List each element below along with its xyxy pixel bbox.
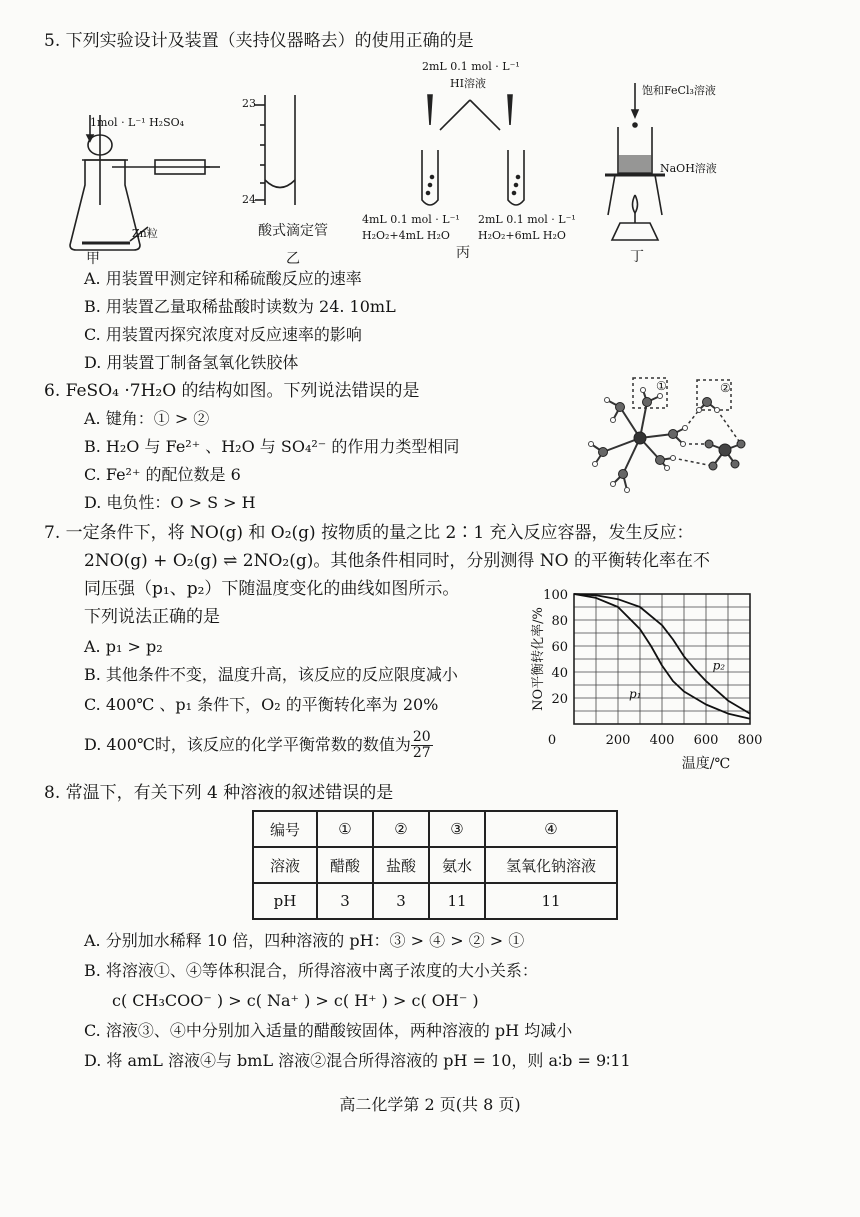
table-cell: pH bbox=[253, 883, 317, 919]
apparatus-yi bbox=[255, 95, 295, 205]
table-cell: 氢氧化钠溶液 bbox=[485, 847, 617, 883]
jia-zn-label: Zn粒 bbox=[132, 227, 158, 240]
table-cell: ① bbox=[317, 811, 373, 847]
bing-right-reagent: H₂O₂+6mL H₂O bbox=[478, 229, 566, 242]
y-tick-label: 80 bbox=[551, 614, 568, 629]
table-cell: 11 bbox=[485, 883, 617, 919]
ding-name: 丁 bbox=[630, 249, 644, 265]
bing-top-reagent: HI溶液 bbox=[450, 77, 486, 90]
x-tick-label: 800 bbox=[737, 733, 763, 748]
q5-option-c: C. 用装置丙探究浓度对反应速率的影响 bbox=[84, 325, 362, 344]
fraction-numerator: 20 bbox=[412, 729, 431, 745]
q7-line4: 下列说法正确的是 bbox=[84, 607, 220, 627]
q8-table bbox=[252, 810, 618, 920]
q8-option-b: B. 将溶液①、④等体积混合，所得溶液中离子浓度的大小关系： bbox=[84, 961, 538, 980]
bing-left-conc: 4mL 0.1 mol · L⁻¹ bbox=[362, 213, 460, 226]
jia-reagent-label: 1mol · L⁻¹ H₂SO₄ bbox=[90, 116, 185, 129]
q8-option-b-expression: c( CH₃COO⁻ ) > c( Na⁺ ) > c( H⁺ ) > c( OH⁻ ) bbox=[112, 991, 479, 1010]
apparatus-bing bbox=[422, 95, 524, 205]
table-cell: 溶液 bbox=[253, 847, 317, 883]
bing-name: 丙 bbox=[456, 245, 470, 261]
bing-right-conc: 2mL 0.1 mol · L⁻¹ bbox=[478, 213, 576, 226]
x-tick-label: 400 bbox=[649, 733, 675, 748]
fraction-denominator: 27 bbox=[412, 745, 431, 761]
structure-label-1: ① bbox=[656, 379, 667, 393]
yi-bottom-scale: 24 bbox=[242, 193, 256, 206]
table-row bbox=[253, 847, 617, 883]
no-conversion-chart bbox=[528, 580, 808, 770]
q8-option-c: C. 溶液③、④中分别加入适量的醋酸铵固体，两种溶液的 pH 均减小 bbox=[84, 1021, 573, 1040]
q6-option-d: D. 电负性：O > S > H bbox=[84, 493, 256, 512]
bing-top-conc: 2mL 0.1 mol · L⁻¹ bbox=[422, 60, 520, 73]
table-cell: 3 bbox=[373, 883, 429, 919]
table-cell: 11 bbox=[429, 883, 485, 919]
feso4-structure-figure bbox=[585, 372, 765, 512]
ding-mid-label: NaOH溶液 bbox=[660, 162, 717, 175]
yi-name: 乙 bbox=[286, 251, 300, 267]
page-footer: 高二化学第 2 页(共 8 页) bbox=[339, 1095, 521, 1114]
q5-option-d: D. 用装置丁制备氢氧化铁胶体 bbox=[84, 353, 299, 372]
table-cell: 氨水 bbox=[429, 847, 485, 883]
q7-option-d-fraction bbox=[411, 730, 433, 761]
q5-option-a: A. 用装置甲测定锌和稀硫酸反应的速率 bbox=[84, 269, 362, 288]
series-label-p1: p₁ bbox=[629, 687, 642, 701]
table-cell: 盐酸 bbox=[373, 847, 429, 883]
y-tick-label: 100 bbox=[543, 588, 568, 603]
ding-top-label: 饱和FeCl₃溶液 bbox=[642, 84, 716, 97]
table-cell: ④ bbox=[485, 811, 617, 847]
y-tick-label: 40 bbox=[551, 666, 568, 681]
yi-top-scale: 23 bbox=[242, 97, 256, 110]
x-tick-label: 600 bbox=[693, 733, 719, 748]
table-cell: 编号 bbox=[253, 811, 317, 847]
q8-option-a: A. 分别加水稀释 10 倍，四种溶液的 pH：③ > ④ > ② > ① bbox=[84, 931, 525, 950]
q7-line1: 7. 一定条件下，将 NO(g) 和 O₂(g) 按物质的量之比 2∶1 充入反应容器，发生反应： bbox=[44, 523, 694, 543]
q6-stem: 6. FeSO₄ ·7H₂O 的结构如图。下列说法错误的是 bbox=[44, 381, 420, 401]
structure-label-2: ② bbox=[720, 381, 731, 395]
q8-stem: 8. 常温下，有关下列 4 种溶液的叙述错误的是 bbox=[44, 783, 394, 803]
q7-option-c: C. 400℃ 、p₁ 条件下，O₂ 的平衡转化率为 20% bbox=[84, 695, 439, 714]
y-tick-label: 60 bbox=[551, 640, 568, 655]
q8-option-d: D. 将 amL 溶液④与 bmL 溶液②混合所得溶液的 pH = 10，则 a∶b = 9∶11 bbox=[84, 1051, 631, 1070]
jia-name: 甲 bbox=[86, 251, 100, 267]
q7-option-d-text: D. 400℃时，该反应的化学平衡常数的数值为 bbox=[84, 735, 411, 754]
table-cell: ③ bbox=[429, 811, 485, 847]
x-tick-label: 200 bbox=[605, 733, 631, 748]
q6-option-b: B. H₂O 与 Fe²⁺ 、H₂O 与 SO₄²⁻ 的作用力类型相同 bbox=[84, 437, 460, 456]
table-row bbox=[253, 883, 617, 919]
table-row bbox=[253, 811, 617, 847]
x-axis-label: 温度/℃ bbox=[681, 756, 731, 770]
table-cell: 醋酸 bbox=[317, 847, 373, 883]
q7-line2: 2NO(g) + O₂(g) ⇌ 2NO₂(g)。其他条件相同时，分别测得 NO 的平衡转化率在不 bbox=[84, 551, 710, 571]
table-cell: 3 bbox=[317, 883, 373, 919]
y-tick-label: 20 bbox=[551, 692, 568, 707]
q5-option-b: B. 用装置乙量取稀盐酸时读数为 24. 10mL bbox=[84, 297, 396, 316]
q7-option-b: B. 其他条件不变，温度升高，该反应的反应限度减小 bbox=[84, 665, 458, 684]
q6-option-c: C. Fe²⁺ 的配位数是 6 bbox=[84, 465, 241, 484]
q7-line3: 同压强（p₁、p₂）下随温度变化的曲线如图所示。 bbox=[84, 579, 460, 599]
yi-caption: 酸式滴定管 bbox=[258, 223, 328, 239]
x-tick-label: 0 bbox=[547, 733, 557, 748]
bing-left-reagent: H₂O₂+4mL H₂O bbox=[362, 229, 450, 242]
q6-option-a: A. 键角：① > ② bbox=[84, 409, 210, 428]
q5-stem: 5. 下列实验设计及装置（夹持仪器略去）的使用正确的是 bbox=[44, 31, 474, 51]
apparatus-ding bbox=[605, 83, 665, 240]
series-label-p2: p₂ bbox=[712, 658, 726, 673]
y-axis-label: NO平衡转化率/% bbox=[531, 607, 546, 711]
q7-option-d bbox=[84, 730, 433, 761]
table-cell: ② bbox=[373, 811, 429, 847]
q7-option-a: A. p₁ > p₂ bbox=[84, 637, 163, 656]
